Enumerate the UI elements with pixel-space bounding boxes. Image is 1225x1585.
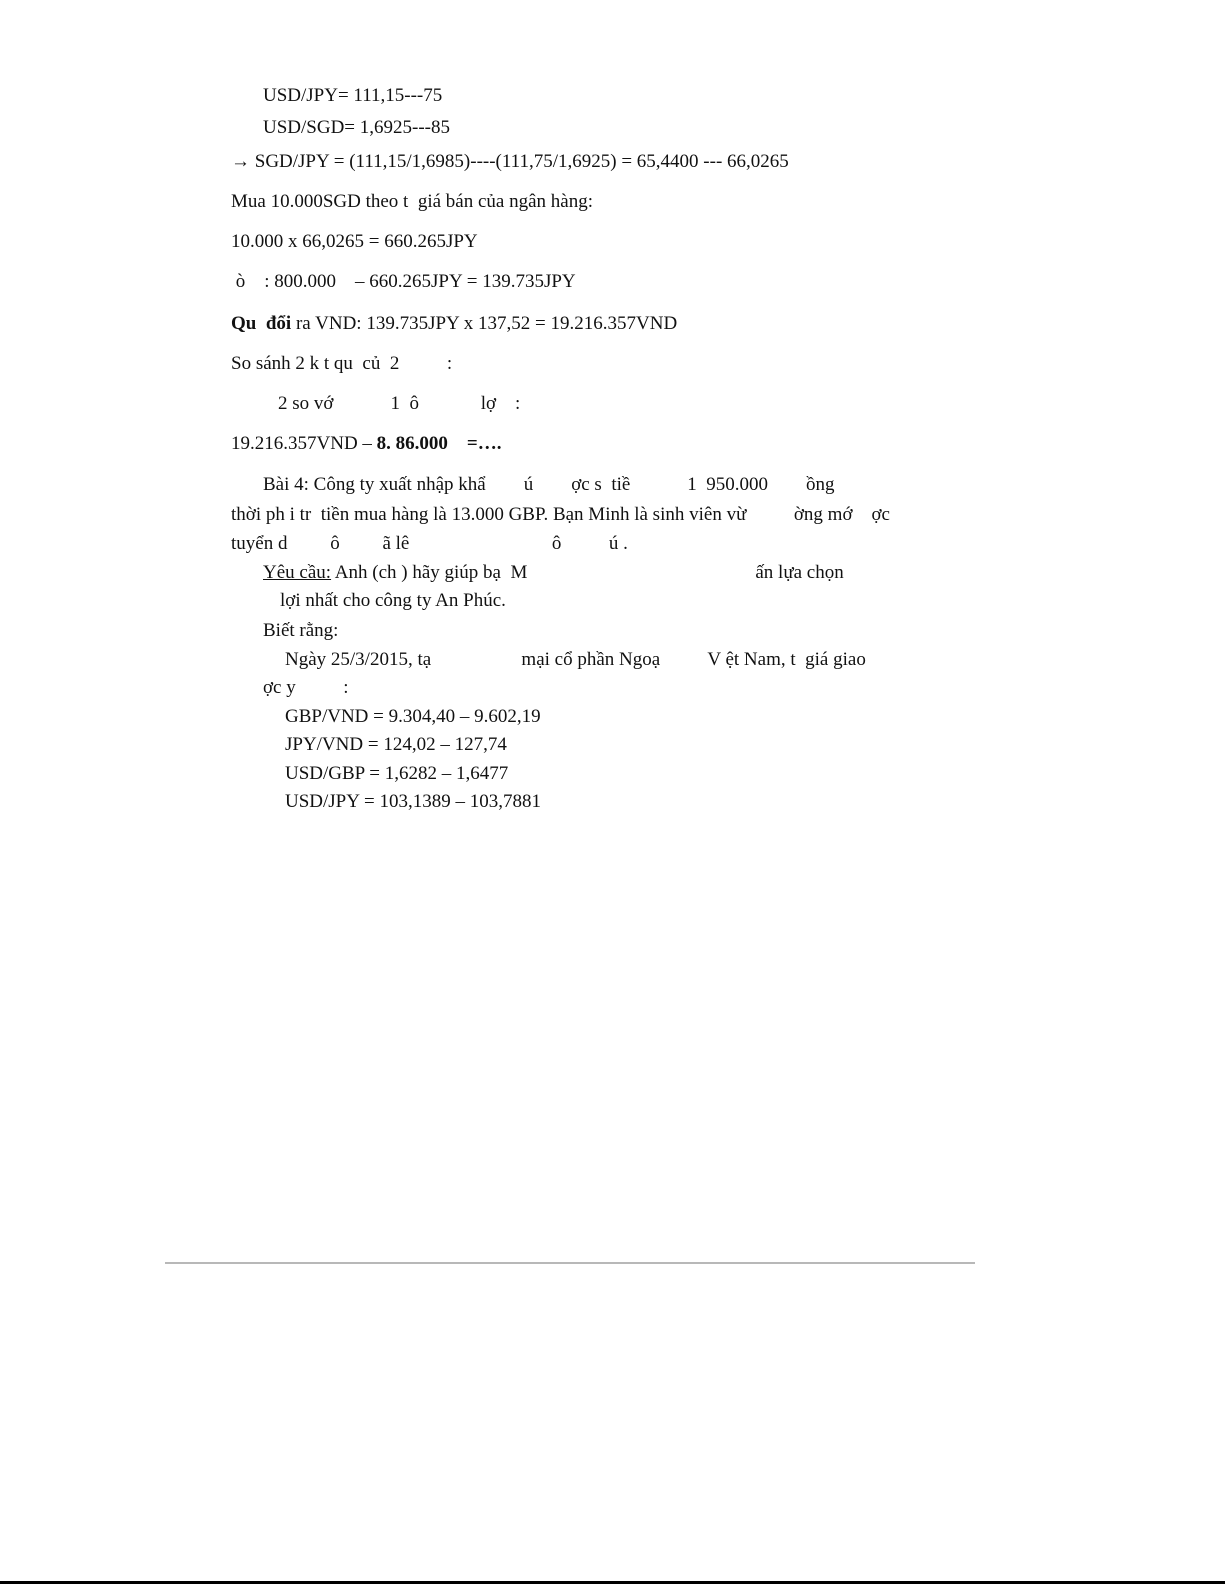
requirement-label: Yêu cầu:	[263, 562, 332, 583]
requirement-line	[263, 562, 844, 584]
buy-sgd-line: Mua 10.000SGD theo t giá bán của ngân hàng:	[231, 191, 593, 212]
page-bottom-border	[0, 1581, 1225, 1584]
exercise-4-line-2: thời ph i tr tiền mua hàng là 13.000 GBP. Bạn Minh là sinh viên vừ ờng mớ ợc	[231, 504, 890, 525]
rate-usd-gbp-line: USD/GBP = 1,6282 – 1,6477	[285, 763, 509, 784]
exercise-4-title-line: Bài 4: Công ty xuất nhập khẩ ú ợc s tiề 1 950.000 ồng	[263, 474, 835, 495]
remaining-jpy-line: ò : 800.000 – 660.265JPY = 139.735JPY	[231, 271, 576, 292]
convert-vnd-line	[231, 313, 677, 335]
compare-line: So sánh 2 k t qu củ 2 :	[231, 353, 453, 374]
rate-jpy-vnd-line: JPY/VND = 124,02 – 127,74	[285, 734, 507, 755]
requirement-text: Anh (ch ) hãy giúp bạ M ấn lựa chọn	[331, 562, 844, 583]
convert-vnd-label: Qu đổi	[231, 313, 292, 334]
rate-usd-jpy-line: USD/JPY= 111,15---75	[263, 85, 443, 106]
difference-start: 19.216.357VND –	[231, 433, 377, 454]
difference-bold: 8. 86.000 =….	[376, 433, 502, 454]
jpy-calc-line: 10.000 x 66,0265 = 660.265JPY	[231, 231, 478, 252]
rate-usd-jpy-2-line: USD/JPY = 103,1389 – 103,7881	[285, 791, 541, 812]
exercise-4-line-3: tuyển d ô ã lê ô ú .	[231, 533, 628, 554]
footer-divider	[165, 1262, 975, 1264]
requirement-line-2: lợi nhất cho công ty An Phúc.	[280, 590, 506, 611]
difference-line	[231, 433, 502, 455]
given-line: Biết rằng:	[263, 620, 339, 641]
rate-gbp-vnd-line: GBP/VND = 9.304,40 – 9.602,19	[285, 706, 541, 727]
compare-detail-line: 2 so vớ 1 ô lợ :	[278, 393, 521, 414]
rate-usd-sgd-line: USD/SGD= 1,6925---85	[263, 117, 450, 138]
date-line: Ngày 25/3/2015, tạ mại cổ phần Ngoạ V ệt Nam, t giá giao	[285, 649, 866, 670]
sgd-jpy-calc-line: → SGD/JPY = (111,15/1,6985)----(111,75/1,6925) = 65,4400 --- 66,0265	[231, 151, 789, 172]
date-line-2: ợc y :	[263, 677, 349, 698]
convert-vnd-text: ra VND: 139.735JPY x 137,52 = 19.216.357VND	[291, 313, 678, 334]
